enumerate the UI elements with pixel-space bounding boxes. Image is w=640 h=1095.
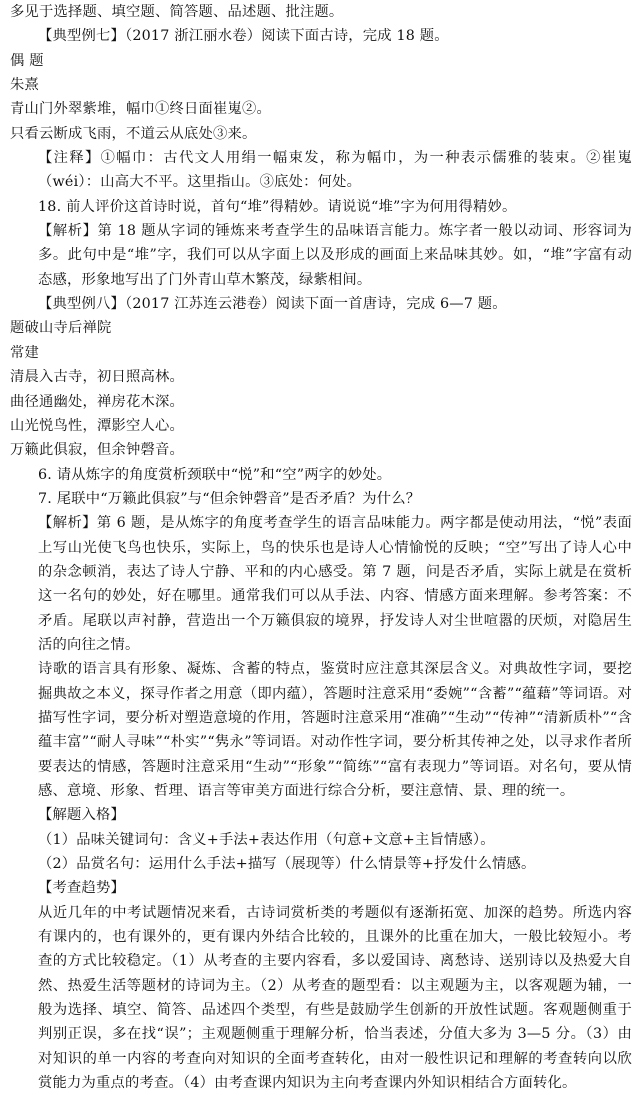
poem-line: 山光悦鸟性，潭影空人心。 xyxy=(10,417,184,434)
analysis-paragraph: 【解析】第 18 题从字词的锤炼来考查学生的品味语言能力。炼字者一般以动词、形容词为多。此句中是“堆”字，我们可以从字面上以及形成的画面上来品味其妙。如，“堆”字富有动态感，形象地写出了门外青山草木繁茂，绿紫相间。 xyxy=(38,223,632,288)
poem-line: 只看云断成飞雨，不道云从底处③来。 xyxy=(10,125,257,142)
question-18: 18. 前人评价这首诗时说，首句“堆”得精妙。请说说“堆”字为何用得精妙。 xyxy=(38,198,517,215)
poem-author: 常建 xyxy=(10,344,39,361)
list-item: （2）品赏名句：运用什么手法+描写（展现等）什么情景等+抒发什么情感。 xyxy=(38,856,536,873)
section-heading: 【考查趋势】 xyxy=(38,880,125,897)
text-line: 多见于选择题、填空题、简答题、品述题、批注题。 xyxy=(10,4,344,20)
analysis-paragraph: 【解析】第 6 题，是从炼字的角度考查学生的语言品味能力。两字都是使动用法，“悦”表面上写山光使飞鸟也快乐，实际上，鸟的快乐也是诗人心情愉悦的反映；“空”写出了诗人心中的杂念顿消，表达了诗人宁静、平和的内心感受。第 7 题，问是否矛盾，实际上就是在赏析这一名句的妙处，好在哪里。通常我们可以从手法、内容、情感方面来理解。参考答案：不矛盾。尾联以声衬静，营造出一个万籁俱寂的境界，抒发诗人对尘世喧嚣的厌烦，对隐居生活的向往之情。 xyxy=(38,515,632,653)
list-item: （1）品味关键词句：含义+手法+表达作用（句意+文意+主旨情感）。 xyxy=(38,831,495,848)
question-6: 6. 请从炼字的角度赏析颈联中“悦”和“空”两字的妙处。 xyxy=(38,466,392,483)
poem-title: 题破山寺后禅院 xyxy=(10,320,112,337)
poem-line: 曲径通幽处，禅房花木深。 xyxy=(10,393,184,410)
poem-author: 朱熹 xyxy=(10,77,39,94)
question-7: 7. 尾联中“万籁此俱寂”与“但余钟磬音”是否矛盾？为什么？ xyxy=(38,490,421,507)
poem-line: 万籁此俱寂，但余钟磬音。 xyxy=(10,442,184,459)
example-seven-heading: 【典型例七】（2017 浙江丽水卷）阅读下面古诗，完成 18 题。 xyxy=(38,28,449,45)
poem-title: 偶 题 xyxy=(10,52,44,69)
poem-line: 清晨入古寺，初日照高林。 xyxy=(10,369,184,386)
body-paragraph: 诗歌的语言具有形象、凝炼、含蓄的特点，鉴赏时应注意其深层含义。对典故性字词，要挖掘典故之本义，探寻作者之用意（即内蕴），答题时注意采用“委婉”“含蓄”“蕴藉”等词语。对描写性字词，要分析对塑造意境的作用，答题时注意采用“准确”“生动”“传神”“清新质朴”“含蕴丰富”“耐人寻味”“朴实”“隽永”等词语。对动作性字词，要分析其传神之处，以寻求作者所要表达的情感，答题时注意采用“生动”“形象”“简练”“富有表现力”等词语。对名句，要从情感、意境、形象、哲理、语言等审美方面进行综合分析，要注意情、景、理的统一。 xyxy=(38,661,632,799)
body-paragraph: 从近几年的中考试题情况来看，古诗词赏析类的考题似有逐渐拓宽、加深的趋势。所选内容有课内的，也有课外的，更有课内外结合比较的，且课外的比重在加大，一般比较短小。考查的方式比较稳定。（1）从考查的主要内容看，多以爱国诗、离愁诗、送别诗以及热爱大自然、热爱生活等题材的诗词为主。（2）从考查的题型看：以主观题为主，以客观题为辅，一般为选择、填空、简答、品述四个类型，有些是鼓励学生创新的开放性试题。客观题侧重于判别正误，多在找“误”；主观题侧重于理解分析，恰当表述，分值大多为 3—5 分。（3）由对知识的单一内容的考查向对知识的全面考查转化，由对一般性识记和理解的考查转向以欣赏能力为重点的考查。（4）由考查课内知识为主向考查课内外知识相结合方面转化。 xyxy=(38,904,632,1092)
section-heading: 【解题入格】 xyxy=(38,807,125,824)
annotation-paragraph: 【注释】①幅巾：古代文人用绢一幅束发，称为幅巾，为一种表示儒雅的装束。②崔嵬（wéi）：山高大不平。这里指山。③底处：何处。 xyxy=(38,150,632,191)
example-eight-heading: 【典型例八】（2017 江苏连云港卷）阅读下面一首唐诗，完成 6—7 题。 xyxy=(38,296,507,313)
poem-line: 青山门外翠紫堆，幅巾①终日面崔嵬②。 xyxy=(10,101,271,118)
